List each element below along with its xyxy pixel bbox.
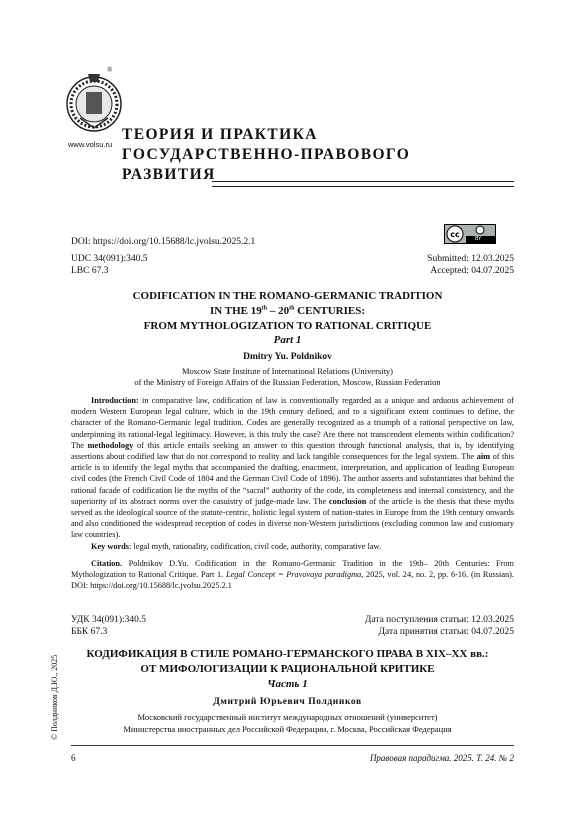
en-title-line2: IN THE 19th – 20th CENTURIES: bbox=[209, 305, 366, 317]
lbc: LBC 67.3 bbox=[71, 266, 109, 276]
udc: UDC 34(091):340.5 bbox=[71, 254, 148, 264]
en-affiliation-line1: Moscow State Institute of International Relations (University) bbox=[181, 366, 394, 376]
ru-affiliation-line1: Московский государственный институт международных отношений (университет) bbox=[137, 712, 438, 722]
keywords-label: Key words bbox=[91, 541, 130, 551]
doi[interactable]: DOI: https://doi.org/10.15688/lc.jvolsu.2025.2.1 bbox=[71, 237, 256, 247]
university-logo bbox=[64, 70, 124, 140]
en-part: Part 1 bbox=[273, 334, 302, 346]
ru-author: Дмитрий Юрьевич Полдников bbox=[213, 697, 362, 707]
introduction-label: Introduction: bbox=[91, 396, 139, 405]
en-author: Dmitry Yu. Poldnikov bbox=[243, 352, 332, 362]
ru-affiliation-line2: Министерства иностранных дел Российской Федерации, г. Москва, Российская Федерация bbox=[123, 724, 452, 734]
en-title-line1: CODIFICATION IN THE ROMANO-GERMANIC TRADITION bbox=[132, 290, 443, 302]
side-copyright: © Полдников Д.Ю., 2025 bbox=[50, 654, 59, 740]
svg-text:cc: cc bbox=[450, 230, 460, 239]
submitted-date: Submitted: 12.03.2025 bbox=[427, 254, 514, 264]
ru-title-line1: КОДИФИКАЦИЯ В СТИЛЕ РОМАНО-ГЕРМАНСКОГО ПРАВА В XIX–XX вв.: bbox=[86, 648, 489, 660]
cc-by-label: BY bbox=[475, 236, 482, 242]
abstract: Introduction: in comparative law, codification of law is conventionally regarded as a unique and arduous achievement of modern Western European legal culture, which in the 19th century defined, and to a significant extent continues to define, the character of the Romano-Germanic legal tradition. Codes are generally recognized as a triumph of a rational perspective on law, underpinning its rational-legal legitimacy. However, is this truly the case? Are there not transcendent elements within codification? The methodology of this article entails seeking an answer to this question through functional analysis, that is, by identifying assertions about codified law that do not correspond to reality and lack tangible consequences for the legal system. The aim of this article is to identify the legal myths that accompanied the drafting, enactment, interpretation, and application of leading European civil codes (the French Civil Code of 1804 and the German Civil Code of 1896). The author asserts and substantiates that behind the rational facade of codification lie the myths of the “sacral” authority of the code, its completeness and internal consistency, and the superiority of its abstract norms over the casuistry of judge-made law. The conclusion of the article is the thesis that these myths served as the ideological source of the statute-centric, holistic legal system of nation-states in Europe from the 19th century onwards and also conditioned the widespread reception of codes in diverse non-Western jurisdictions (excluding common law and customary law countries). Key words: legal myth, rationality, codification, civil code, authority, comparative law. Citation. Poldnikov D.Yu. Codification in the Romano-Germanic Tradition in the 19th– 20th Centuries: From Mythologization to Rational Critique. Part 1. Legal Concept = Pravovaya paradigma, 2025, vol. 24, no. 2, pp. 6-16. (in Russian). DOI: https://doi.org/10.15688/lc.jvolsu.2025.2.1 bbox=[71, 396, 515, 591]
udk: УДК 34(091):340.5 bbox=[71, 615, 147, 625]
en-title-line3: FROM MYTHOLOGIZATION TO RATIONAL CRITIQUE bbox=[143, 320, 432, 332]
ru-received-date: Дата поступления статьи: 12.03.2025 bbox=[364, 615, 514, 625]
ru-title-line2: ОТ МИФОЛОГИЗАЦИИ К РАЦИОНАЛЬНОЙ КРИТИКЕ bbox=[140, 663, 435, 675]
cc-license-icon[interactable] bbox=[444, 224, 496, 244]
bbk: ББК 67.3 bbox=[71, 627, 108, 637]
journal-title-rule bbox=[212, 181, 514, 187]
ru-accepted-date: Дата принятия статьи: 04.07.2025 bbox=[378, 627, 514, 637]
ru-part: Часть 1 bbox=[267, 678, 308, 690]
en-affiliation-line2: of the Ministry of Foreign Affairs of the Russian Federation, Moscow, Russian Federation bbox=[134, 377, 441, 387]
page-number: 6 bbox=[71, 753, 76, 763]
university-url[interactable]: www.volsu.ru bbox=[68, 140, 113, 149]
accepted-date: Accepted: 04.07.2025 bbox=[430, 266, 514, 276]
registered-mark: ® bbox=[107, 66, 113, 74]
footer-rule bbox=[71, 745, 514, 746]
footer-journal: Правовая парадигма. 2025. Т. 24. № 2 bbox=[369, 753, 514, 763]
journal-title-line2: ГОСУДАРСТВЕННО-ПРАВОВОГО bbox=[122, 146, 411, 163]
journal-title-line1: ТЕОРИЯ И ПРАКТИКА bbox=[122, 126, 318, 143]
citation-label: Citation. bbox=[91, 558, 123, 568]
journal-title-line3: РАЗВИТИЯ bbox=[122, 166, 216, 183]
